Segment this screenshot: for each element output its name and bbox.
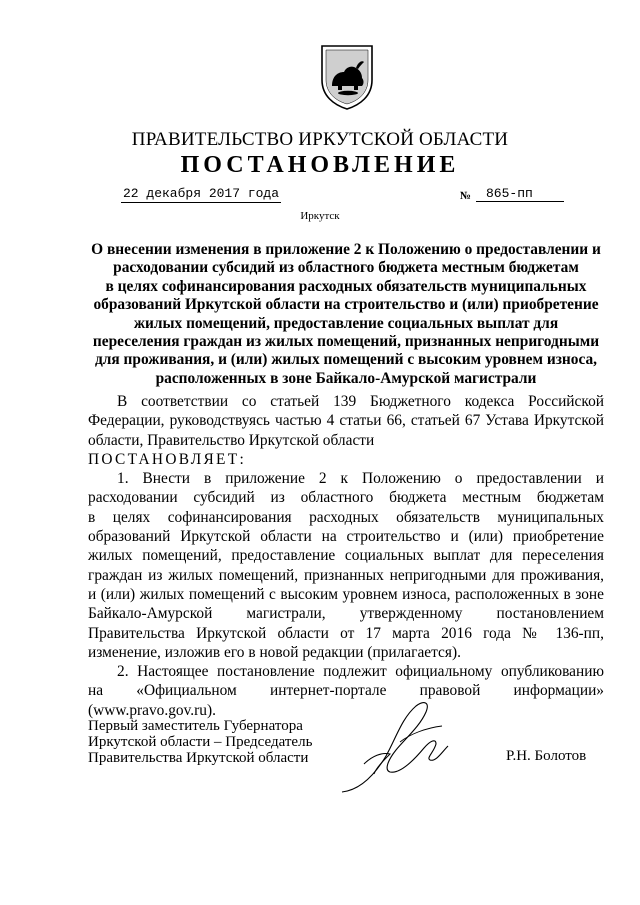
heading-line: расположенных в зоне Байкало-Амурской магистрали xyxy=(155,369,537,387)
clause-1-line: Байкало-Амурской магистрали, утвержденному постановлением xyxy=(88,605,604,623)
clause-1-line: в целях софинансирования расходных обязательств муниципальных xyxy=(88,508,604,526)
clause-1-line: расходовании субсидий из областного бюджета местным бюджетам xyxy=(88,489,604,507)
signer-name: Р.Н. Болотов xyxy=(506,748,587,764)
government-title: ПРАВИТЕЛЬСТВО ИРКУТСКОЙ ОБЛАСТИ xyxy=(131,129,509,150)
document-heading xyxy=(88,241,604,388)
clause-2-line: 2. Настоящее постановление подлежит официальному опубликованию xyxy=(117,663,604,681)
document-number: 865-пп xyxy=(476,186,564,202)
signatory-position xyxy=(88,718,312,766)
preamble-line: области, Правительство Иркутской области xyxy=(88,431,375,449)
clause-1-line: граждан из жилых помещений, признанных непригодными для проживания, xyxy=(88,566,604,584)
heading-line: переселения граждан из жилых помещений, признанных непригодными xyxy=(92,333,600,351)
document-date-value: 22 декабря 2017 года xyxy=(123,186,280,201)
preamble-line: В соответствии со статьей 139 Бюджетного кодекса Российской xyxy=(117,393,604,410)
clause-1-line: Правительства Иркутской области от 17 марта 2016 года № 136-пп, xyxy=(88,624,604,642)
clause-1-line: образований Иркутской области на строительство и (или) приобретение xyxy=(88,528,604,546)
signatory-position-line: Иркутской области – Председатель xyxy=(88,734,313,750)
city-label: Иркутск xyxy=(300,210,340,222)
heading-line: жилых помещений, предоставление социальных выплат для xyxy=(133,314,559,332)
clause-1-line: жилых помещений, предоставление социальных выплат для переселения xyxy=(88,547,604,565)
document-body xyxy=(88,392,604,720)
number-sign: № xyxy=(460,190,472,202)
signatory-position-line: Правительства Иркутской области xyxy=(88,750,309,766)
heading-line: в целях софинансирования расходных обязательств муниципальных xyxy=(105,277,587,295)
clause-2-line: (www.pravo.gov.ru). xyxy=(88,701,216,719)
handwritten-signature xyxy=(330,694,470,802)
preamble-line: Федерации, руководствуясь частью 4 статьи 66, статьей 67 Устава Иркутской xyxy=(88,412,604,430)
document-type-title: ПОСТАНОВЛЕНИЕ xyxy=(180,152,460,178)
signatory-position-line: Первый заместитель Губернатора xyxy=(88,718,303,734)
clause-1-line: и (или) жилых помещений с высоким уровнем износа, расположенных в зоне xyxy=(88,585,604,603)
coat-of-arms-emblem xyxy=(318,42,376,112)
heading-line: для проживания, и (или) жилых помещений с высоким уровнем износа, xyxy=(94,351,598,369)
heading-line: расходовании субсидий из областного бюджета местным бюджетам xyxy=(113,259,579,277)
heading-line: образований Иркутской области на строительство и (или) приобретение xyxy=(93,296,599,314)
document-date xyxy=(121,186,281,203)
clause-2-line: на «Официальном интернет-портале правовой информации» xyxy=(88,682,604,700)
clause-1-line: изменение, изложив его в новой редакции (прилагается). xyxy=(88,643,461,661)
heading-line: О внесении изменения в приложение 2 к Положению о предоставлении и xyxy=(91,241,601,258)
resolves-label: ПОСТАНОВЛЯЕТ: xyxy=(88,450,247,468)
clause-1-line: 1. Внести в приложение 2 к Положению о предоставлении и xyxy=(117,470,604,488)
